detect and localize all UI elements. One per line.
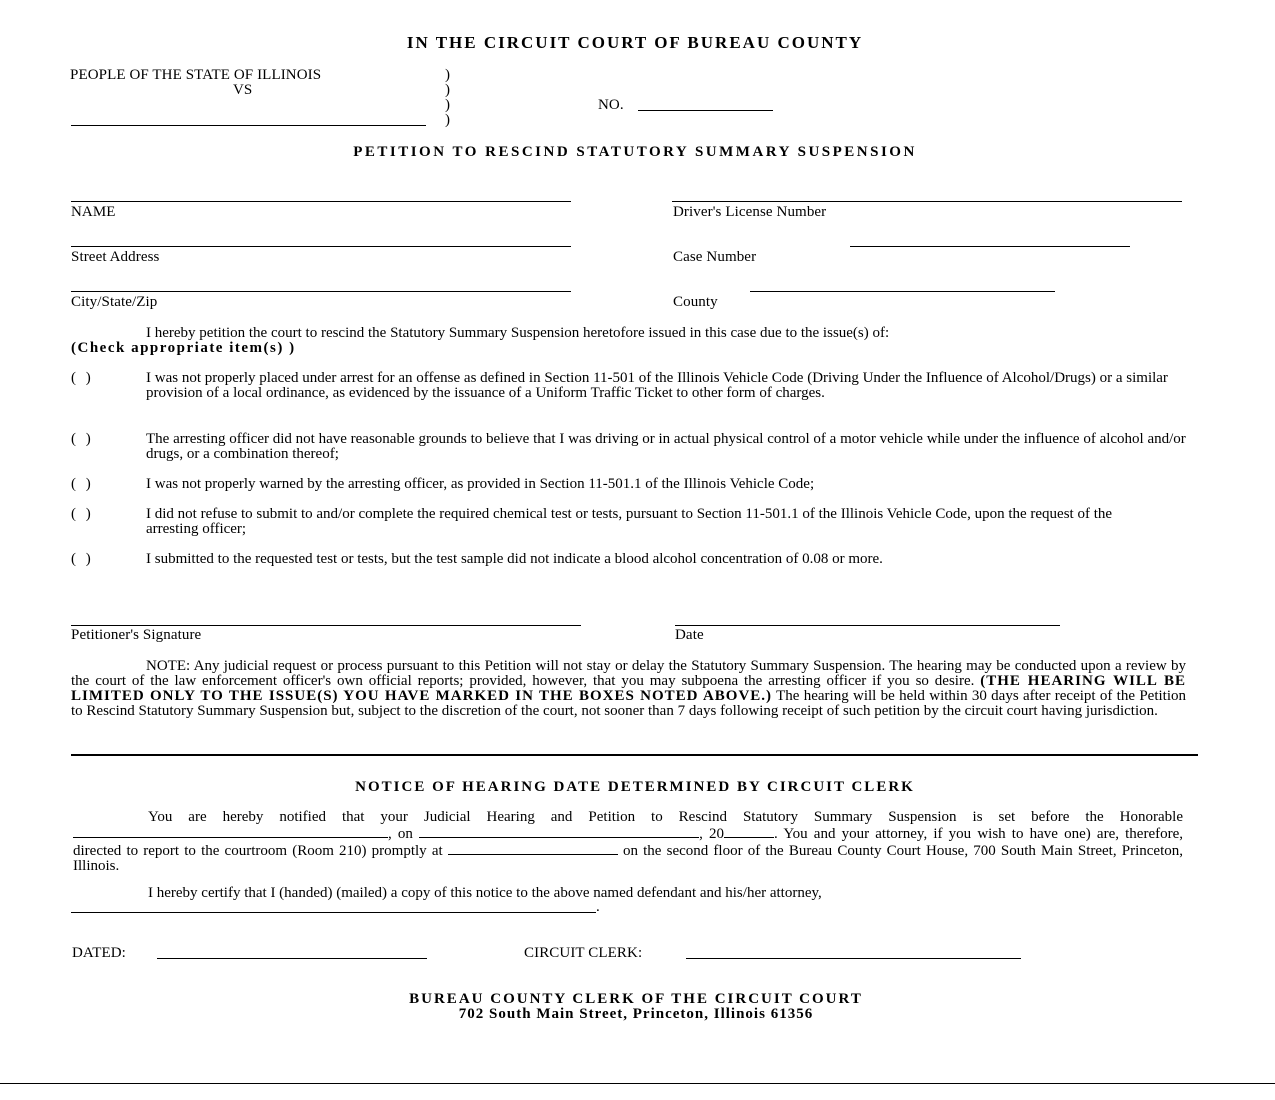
notice-paragraph — [73, 810, 1183, 874]
city-field[interactable] — [71, 291, 571, 292]
plaintiff-label: PEOPLE OF THE STATE OF ILLINOIS — [70, 67, 322, 83]
notice-text-c: on the second floor of the Bureau County Court House, 700 South Main Street, Princeton, Illinois. — [73, 843, 1183, 874]
name-field[interactable] — [71, 201, 571, 202]
certify-text: I hereby certify that I (handed) (mailed) a copy of this notice to the above named defendant and his/her attorney, — [148, 885, 822, 901]
footer-office: BUREAU COUNTY CLERK OF THE CIRCUIT COURT — [409, 991, 863, 1007]
item-1-checkbox[interactable]: ( ) — [71, 370, 94, 386]
caption-paren-3: ) — [445, 97, 451, 113]
vs-label: VS — [233, 82, 253, 98]
attorney-name-field[interactable] — [71, 912, 596, 913]
item-5-text: I submitted to the requested test or tests, but the test sample did not indicate a blood alcohol concentration of 0.08 or more. — [146, 551, 883, 567]
county-field[interactable] — [750, 291, 1055, 292]
date-label: Date — [675, 627, 704, 643]
petition-intro: I hereby petition the court to rescind the Statutory Summary Suspension heretofore issued in this case due to the issue(s) of: — [146, 325, 890, 341]
item-3-text: I was not properly warned by the arresting officer, as provided in Section 11-501.1 of the Illinois Vehicle Code; — [146, 476, 815, 492]
check-instruction: (Check appropriate item(s) ) — [71, 340, 296, 356]
hearing-time-field[interactable] — [448, 842, 618, 855]
dated-field[interactable] — [157, 958, 427, 959]
item-1-text: I was not properly placed under arrest for an offense as defined in Section 11-501 of the Illinois Vehicle Code (Driving Under the Influence of Alcohol/Drugs) or a similar provision of a local ordinance, as evidenced by the issuance of a Uniform Traffic Ticket to other form of charges. — [146, 370, 1168, 401]
item-2-checkbox[interactable]: ( ) — [71, 431, 94, 447]
circuit-clerk-label: CIRCUIT CLERK: — [524, 945, 643, 961]
license-label: Driver's License Number — [673, 204, 827, 220]
notice-on: , on — [388, 826, 413, 842]
page-bottom-rule — [0, 1083, 1275, 1084]
dated-label: DATED: — [72, 945, 126, 961]
note-tail: The hearing will be held within 30 days after receipt of the Petition to Rescind Statutory Summary Suspension but, subject to the discretion of the court, not sooner than 7 days following receipt of such petition by the circuit court having jurisdiction. — [71, 688, 1186, 719]
name-label: NAME — [71, 204, 116, 220]
city-label: City/State/Zip — [71, 294, 158, 310]
note-bold-warning: (THE HEARING WILL BE LIMITED ONLY TO THE ISSUE(S) YOU HAVE MARKED IN THE BOXES NOTED ABOVE.) — [71, 673, 1187, 704]
notice-title: NOTICE OF HEARING DATE DETERMINED BY CIRCUIT CLERK — [355, 779, 915, 795]
item-5-checkbox[interactable]: ( ) — [71, 551, 94, 567]
hearing-year-field[interactable] — [724, 825, 774, 838]
caption-paren-2: ) — [445, 82, 451, 98]
case-no-label: NO. — [598, 97, 624, 113]
county-label: County — [673, 294, 718, 310]
form-title: PETITION TO RESCIND STATUTORY SUMMARY SUSPENSION — [353, 144, 917, 160]
date-field[interactable] — [675, 625, 1060, 626]
item-4-text: I did not refuse to submit to and/or complete the required chemical test or tests, pursuant to Section 11-501.1 of the Illinois Vehicle Code, upon the request of the arresting officer; — [146, 506, 1113, 537]
item-2-text: The arresting officer did not have reasonable grounds to believe that I was driving or in actual physical control of a motor vehicle while under the influence of alcohol and/or drugs, or a combination thereof; — [146, 431, 1186, 462]
note-lead: NOTE: Any judicial request or process pursuant to this Petition will not stay or delay the Statutory Summary Suspension. The hearing may be conducted upon a review by the court of the law enforcement officer's own official reports; provided, however, that you may subpoena the arresting officer if you so desire. — [71, 658, 1186, 689]
hearing-date-field[interactable] — [419, 825, 699, 838]
case-no-field[interactable] — [638, 110, 773, 111]
notice-text-b: . You and your attorney, if you wish to have one) are, therefore, directed to report to the courtroom (Room 210) promptly at — [73, 826, 1184, 859]
note-paragraph — [71, 659, 1186, 719]
court-title: IN THE CIRCUIT COURT OF BUREAU COUNTY — [406, 33, 864, 52]
footer-address: 702 South Main Street, Princeton, Illinois 61356 — [458, 1006, 814, 1022]
defendant-name-field[interactable] — [71, 125, 426, 126]
caption-paren-1: ) — [445, 67, 451, 83]
petitioner-signature-label: Petitioner's Signature — [71, 627, 202, 643]
license-field[interactable] — [672, 201, 1182, 202]
item-4-checkbox[interactable]: ( ) — [71, 506, 94, 522]
street-field[interactable] — [71, 246, 571, 247]
item-3-checkbox[interactable]: ( ) — [71, 476, 94, 492]
attorney-period: . — [596, 899, 600, 915]
honorable-field[interactable] — [73, 825, 388, 838]
case-number-label: Case Number — [673, 249, 757, 265]
case-number-field[interactable] — [850, 246, 1130, 247]
caption-paren-4: ) — [445, 112, 451, 128]
notice-text-a: You are hereby notified that your Judicial Hearing and Petition to Rescind Statutory Summary Suspension is set before the Honorable — [148, 809, 1183, 825]
notice-year: , 20 — [699, 826, 724, 842]
section-divider — [71, 754, 1198, 756]
petitioner-signature-field[interactable] — [71, 625, 581, 626]
street-label: Street Address — [71, 249, 160, 265]
circuit-clerk-field[interactable] — [686, 958, 1021, 959]
